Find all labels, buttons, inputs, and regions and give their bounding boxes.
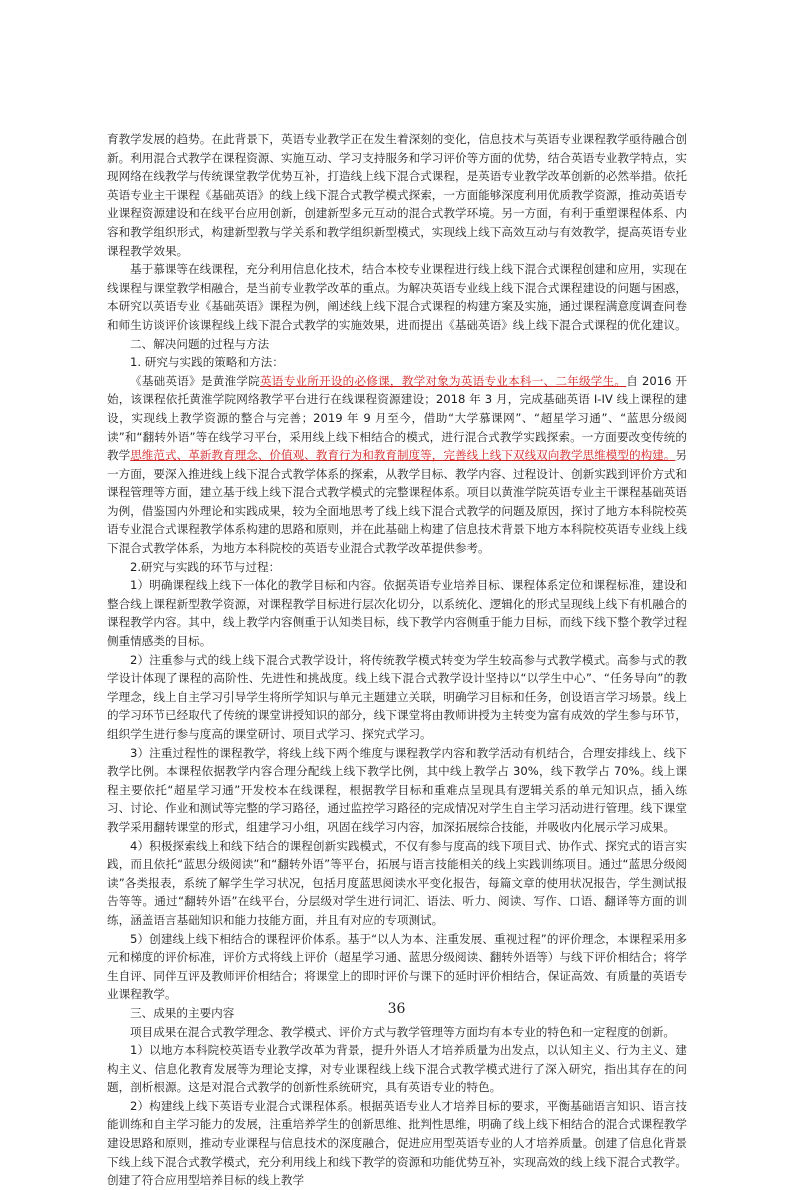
paragraph-text: 基于慕课等在线课程，充分利用信息化技术，结合本校专业课程进行线上线下混合式课程创建和应用，实现在线课程与课堂教学相融合，是当前专业教学改革的重点。为解决英语专业线上线下混合式课程建设的问题与困惑，本研究以英语专业《基础英语》课程为例，阐述线上线下混合式课程的构建方案及实施，通过课程满意度调查问卷和师生访谈评价该课程线上线下混合式教学的实施效果，进而提出《基础英语》线上线下混合式课程的优化建议。: [107, 262, 687, 332]
paragraph: [107, 651, 687, 744]
highlighted-text: 思维范式、革新教育理念、价值观、教育行为和教育制度等，完善线上线下双线双向教学思维模型的构建。: [130, 448, 676, 463]
paragraph: [107, 1097, 687, 1190]
paragraph: [107, 335, 687, 354]
paragraph: [107, 260, 687, 334]
paragraph-text: 4）积极探索线上和线下结合的课程创新实践模式，不仅有参与度高的线下项目式、协作式、探究式的语言实践，而且依托“蓝思分级阅读”和“翻转外语”等平台，拓展与语言技能相关的线上实践训练项目。通过“蓝思分级阅读”各类报表，系统了解学生学习状况，包括月度蓝思阅读水平变化报告，每篇文章的使用状况报告，学生测试报告等等。通过“翻转外语”在线平台，分层级对学生进行词汇、语法、听力、阅读、写作、口语、翻译等方面的训练，涵盖语言基础知识和能力技能方面，并且有对应的专项测试。: [107, 838, 687, 927]
paragraph-text: 2.研究与实践的环节与过程：: [130, 559, 281, 574]
paragraph: [107, 837, 687, 930]
paragraph: [107, 576, 687, 650]
paragraph: [107, 744, 687, 837]
page-number: 36: [387, 1001, 406, 1017]
paragraph-text: 自 2016 开始，该课程依托黄淮学院网络教学平台进行在线课程资源建设；2018 年 3 月，完成基础英语 I-IV 线上课程的建设，实现线上教学资源的整合与完善；2019 年 9 月至今，借助“大学慕课网”、“超星学习通”、“蓝思分级阅读”和“翻转外语”等在线学习平台，采用线上线下相结合的模式，进行混合式教学实践探索。一方面要改变传统的教学: [107, 373, 687, 463]
paragraph: [107, 1023, 687, 1042]
paragraph: [107, 930, 687, 1004]
paragraph: [107, 130, 687, 260]
paragraph: [107, 372, 687, 558]
paragraph-text: 三、成果的主要内容: [130, 1005, 235, 1020]
paragraph-text: 2）注重参与式的线上线下混合式教学设计，将传统教学模式转变为学生较高参与式教学模式。高参与式的教学设计体现了课程的高阶性、先进性和挑战度。线上线下混合式教学设计坚持以“以学生中心”、“任务导向”的教学理念，线上自主学习引导学生将所学知识与单元主题建立关联，明确学习目标和任务，创设语言学习场景。线上的学习环节已经取代了传统的课堂讲授知识的部分，线下课堂将由教师讲授为主转变为富有成效的学生参与环节，组织学生进行参与度高的课堂研讨、项目式学习、探究式学习。: [107, 652, 687, 741]
document-body: [107, 130, 687, 1190]
paragraph-text: 2）构建线上线下英语专业混合式课程体系。根据英语专业人才培养目标的要求，平衡基础语言知识、语言技能训练和自主学习能力的发展，注重培养学生的创新思维、批判性思维，明确了线上线下相结合的混合式课程教学建设思路和原则，推动专业课程与信息技术的深度融合，促进应用型英语专业的人才培养质量。创建了信息化背景下线上线下混合式教学模式，充分利用线上和线下教学的资源和功能优势互补，实现高效的线上线下混合式教学。创建了符合应用型培养目标的线上教学: [107, 1098, 687, 1188]
highlighted-text: 英语专业所开设的必修课，教学对象为英语专业本科一、二年级学生。: [259, 373, 627, 388]
paragraph-text: 3）注重过程性的课程教学，将线上线下两个维度与课程教学内容和教学活动有机结合，合理安排线上、线下教学比例。本课程依据教学内容合理分配线上线下教学比例，其中线上教学占 30%，线下教学占 70%。线上课程主要依托“超星学习通”开发校本在线课程，根据教学目标和重难点呈现具有逻辑关系的单元知识点，插入练习、讨论、作业和测试等完整的学习路径，通过监控学习路径的完成情况对学生自主学习活动进行管理。线下课堂教学采用翻转课堂的形式，组建学习小组，巩固在线学习内容，加深拓展综合技能，并吸收内化展示学习成果。: [107, 745, 687, 834]
paragraph: [107, 558, 687, 577]
paragraph: [107, 353, 687, 372]
paragraph-text: 《基础英语》是黄淮学院: [130, 373, 260, 388]
paragraph-text: 1. 研究与实践的策略和方法：: [130, 355, 284, 370]
paragraph-text: 另一方面，要深入推进线上线下混合式教学体系的探索，从教学目标、教学内容、过程设计、创新实践到评价方式和课程管理等方面，建立基于线上线下混合式教学模式的完整课程体系。项目以黄淮学院英语专业主干课程基础英语为例，借鉴国内外理论和实践成果，较为全面地思考了线上线下混合式教学的问题及原因，探讨了地方本科院校英语专业混合式课程教学体系构建的思路和原则，并在此基础上构建了信息技术背景下地方本科院校英语专业线上线下混合式教学体系，为地方本科院校的英语专业混合式教学改革提供参考。: [107, 448, 687, 556]
paragraph-text: 育教学发展的趋势。在此背景下，英语专业教学正在发生着深刻的变化，信息技术与英语专业课程教学亟待融合创新。利用混合式教学在课程资源、实施互动、学习支持服务和学习评价等方面的优势，结合英语专业教学特点，实现网络在线教学与传统课堂教学优势互补，打造线上线下混合式课程，是英语专业教学改革创新的必然举措。依托英语专业主干课程《基础英语》的线上线下混合式教学模式探索，一方面能够深度利用优质教学资源，推动英语专业课程资源建设和在线平台应用创新，创建新型多元互动的混合式教学环境。另一方面，有利于重塑课程体系、内容和教学组织形式，构建新型教与学关系和教学组织新型模式，实现线上线下高效互动与有效教学，提高英语专业课程教学效果。: [107, 132, 687, 258]
paragraph-text: 5）创建线上线下相结合的课程评价体系。基于“以人为本、注重发展、重视过程”的评价理念，本课程采用多元和梯度的评价标准，评价方式将线上评价（超星学习通、蓝思分级阅读、翻转外语等）与线下评价相结合；将学生自评、同伴互评及教师评价相结合；将课堂上的即时评价与课下的延时评价相结合，保证高效、有质量的英语专业课程教学。: [107, 931, 687, 1002]
paragraph-text: 项目成果在混合式教学理念、教学模式、评价方式与教学管理等方面均有本专业的特色和一定程度的创新。: [130, 1024, 675, 1039]
paragraph-text: 二、解决问题的过程与方法: [130, 336, 270, 351]
paragraph: [107, 1041, 687, 1097]
paragraph-text: 1）明确课程线上线下一体化的教学目标和内容。依据英语专业培养目标、课程体系定位和课程标准，建设和整合线上课程新型教学资源，对课程教学目标进行层次化切分，以系统化、逻辑化的形式呈现线上线下有机融合的课程教学内容。其中，线上教学内容侧重于认知类目标，线下教学内容侧重于能力目标，而线下线下整个教学过程侧重情感类的目标。: [107, 578, 687, 649]
paragraph-text: 1）以地方本科院校英语专业教学改革为背景，提升外语人才培养质量为出发点，以认知主义、行为主义、建构主义、信息化教育发展等为理论支撑，对专业课程线上线下混合式教学模式进行了深入研究，指出其存在的问题，剖析根源。这是对混合式教学的创新性系统研究，具有英语专业的特色。: [107, 1043, 687, 1095]
